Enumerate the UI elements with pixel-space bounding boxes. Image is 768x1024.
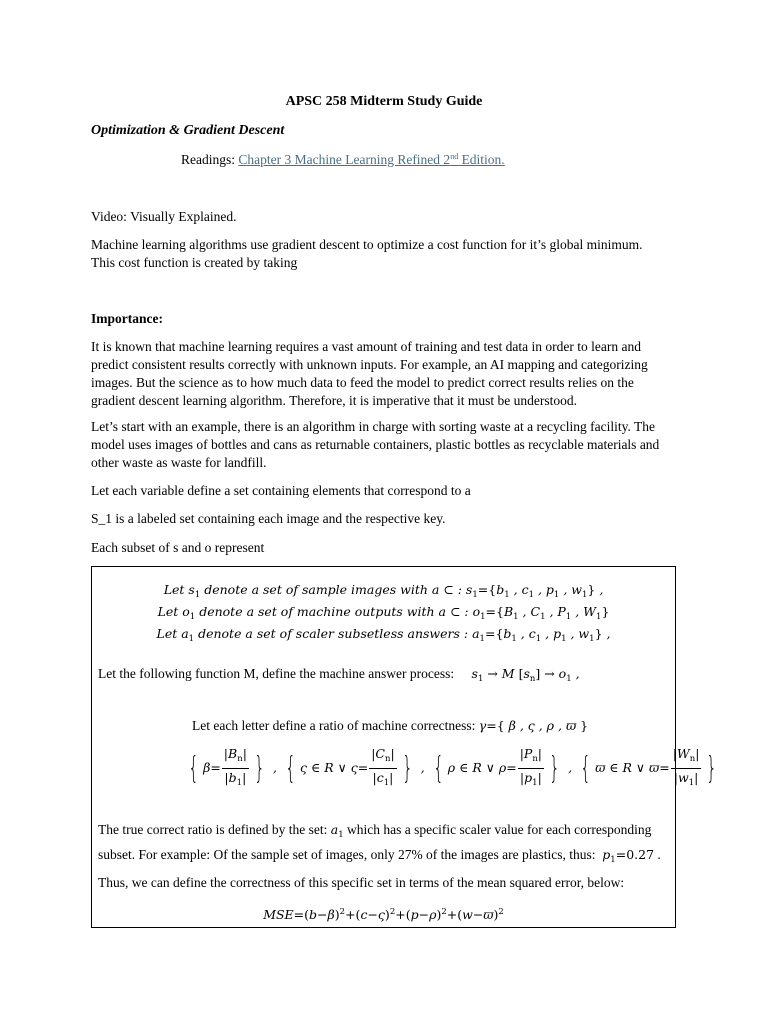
ratio-definitions: { β= $\frac{|B_n|}{|b_1|}$ } , { ς ∈ R ∨ ς= $\frac{|C_n|}{|c_1|}$ } , { ρ ∈ R ∨ ρ= $\frac{|P_n|}{|p_1|}$ } , { ϖ ∈ R ∨ ϖ= $\frac{|W_n|}{|w_1|}$ } [188, 746, 718, 788]
equation-o1: Let $o_1$ denote a set of machine outputs with a ⊂ : $o_1=\{B_1$ , $C_1$ , $P_1$ , $W_1$} [157, 604, 610, 622]
section-subtitle: Optimization & Gradient Descent [91, 123, 285, 138]
readings-line [181, 152, 505, 168]
variable-paragraph: Let each variable define a set containing elements that correspond to a [91, 483, 471, 498]
mse-label: Thus, we can define the correctness of this specific set in terms of the mean squared error, below: [98, 875, 625, 890]
machine-process-label: Let the following function M, define the machine answer process: [98, 666, 455, 681]
true-ratio-paragraph: The true correct ratio is defined by the set: $a_1$ which has a specific scaler value for each corresponding subset. For example: Of the sample set of images, only 27% of the images are plastics, thus: $p_1=0.27$ . [98, 822, 661, 865]
ratio-label: Let each letter define a ratio of machine correctness: [192, 718, 476, 733]
subset-paragraph: Each subset of s and o represent [91, 540, 265, 555]
equation-mse: $MSE=(b-\beta)^2+(c-\varsigma)^2+(p-\rho)^2+(w-ϖ)^2$ [263, 907, 504, 922]
ratio-line [192, 718, 588, 734]
equation-gamma: γ={ β , ς , ρ , ϖ } [478, 718, 589, 733]
equation-machine-process: $s_1 \to M$ $[s_n] \to o_1$ , [471, 666, 580, 684]
document-title: APSC 258 Midterm Study Guide [285, 94, 483, 109]
importance-paragraph: It is known that machine learning requires a vast amount of training and test data in order to learn and predict consistent results correctly with unknown inputs. For example, an AI mapping and categorizing images. But the science as to how much data to feed the model to predict correct results relies on the gradient descent learning algorithm. Therefore, it is imperative that it must be understood. [91, 339, 648, 408]
example-paragraph: Let’s start with an example, there is an algorithm in charge with sorting waste at a recycling facility. The model uses images of bottles and cans as returnable containers, plastic bottles as recyclable materials and other waste as waste for landfill. [91, 419, 660, 470]
equation-s1: Let $s_1$ denote a set of sample images with a ⊂ : $s_1=\{b_1$ , $c_1$ , $p_1$ , $w_1$} , [163, 582, 604, 600]
machine-process-line [98, 666, 580, 684]
math-box [91, 566, 718, 928]
s1-paragraph: S_1 is a labeled set containing each image and the respective key. [91, 511, 446, 526]
readings-label: Readings: [181, 152, 239, 167]
equation-a1: Let $a_1$ denote a set of scaler subsetless answers : $a_1=\{b_1$ , $c_1$ , $p_1$ , $w_1$} , [156, 626, 611, 644]
importance-heading: Importance: [91, 311, 163, 326]
readings-link[interactable]: Chapter 3 Machine Learning Refined 2nd Edition. [238, 152, 505, 167]
intro-paragraph: Machine learning algorithms use gradient descent to optimize a cost function for it’s global minimum. This cost function is created by taking [91, 237, 643, 270]
video-line: Video: Visually Explained. [91, 209, 237, 224]
